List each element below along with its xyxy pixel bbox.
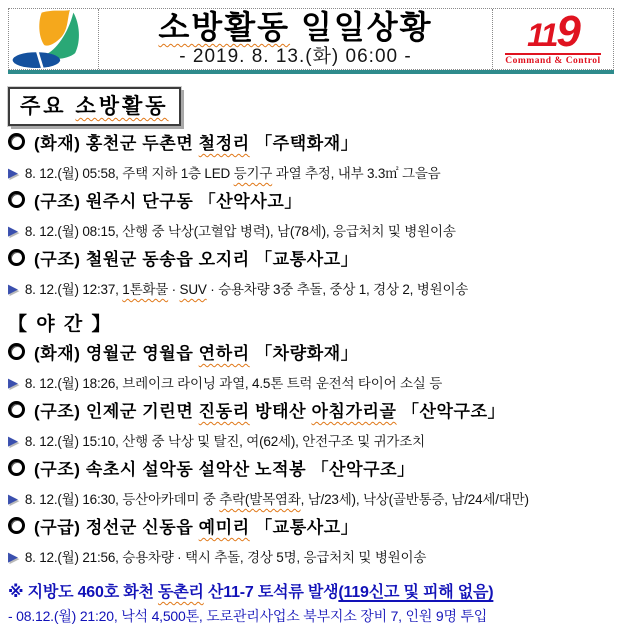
text-segment: 8. 12.(월) 16:30, 등산아카데미 중 — [24, 492, 220, 507]
text-segment: 연하리 — [198, 344, 250, 363]
text-segment: (구조) 원주시 단구동 「산악사고」 — [34, 192, 302, 211]
text-segment: 8. 12.(월) 12:37, — [24, 282, 123, 297]
text-segment: 과열 추정, 내부 3.3㎡ 그을음 — [272, 166, 441, 181]
incident-detail-line — [8, 163, 622, 184]
text-segment: ※ 지방도 460호 화천 — [8, 584, 158, 601]
triangle-bullet-icon: ▶ — [8, 433, 18, 448]
circle-bullet-icon — [8, 249, 25, 266]
text-segment: 8. 12.(월) 21:56, 승용차량 · 택시 추돌, 경상 5명, 응급처치 및 병원이송 — [24, 550, 427, 565]
text-segment: 아침가리골 — [311, 402, 397, 421]
incident-line — [8, 459, 622, 481]
report-datetime: - 2019. 8. 13.(화) 06:00 - — [179, 45, 412, 67]
119-number-icon — [527, 7, 579, 57]
triangle-bullet-icon: ▶ — [8, 549, 18, 564]
text-segment: 1톤화물 — [122, 282, 169, 297]
text-segment: 「산악구조」 — [396, 402, 506, 421]
title-block — [99, 9, 493, 69]
triangle-bullet-icon: ▶ — [8, 165, 18, 180]
report-header — [8, 8, 614, 70]
text-segment: 「차량화재」 — [249, 344, 359, 363]
text-segment: 8. 12.(월) 05:58, 주택 지하 1층 LED — [24, 166, 234, 181]
119-digit-9: 9 — [556, 7, 579, 57]
circle-bullet-icon — [8, 459, 25, 476]
incident-line — [8, 133, 622, 155]
title-word-2: 일일상황 — [290, 9, 433, 46]
logo-119 — [493, 9, 613, 69]
119-caption: Command & Control — [505, 53, 600, 66]
text-segment: - 08.12.(월) 21:20, 낙석 4,500톤, 도로관리사업소 북부지소 장비 7, 인원 9명 투입 — [8, 608, 488, 624]
section-label-word-2: 소방활동 — [75, 95, 169, 118]
incident-detail-line — [8, 373, 622, 394]
circle-bullet-icon — [8, 133, 25, 150]
text-segment: 8. 12.(월) 18:26, 브레이크 라이닝 과열, 4.5톤 트럭 운전석 타이어 소실 등 — [24, 376, 443, 391]
text-segment: (구급) 정선군 신동읍 — [34, 518, 199, 537]
circle-bullet-icon — [8, 191, 25, 208]
page-title — [158, 11, 432, 45]
triangle-bullet-icon: ▶ — [8, 223, 18, 238]
incident-detail-line — [8, 279, 622, 300]
text-segment: 방태산 — [249, 402, 312, 421]
incident-detail-line — [8, 221, 622, 242]
incident-line — [8, 401, 622, 423]
circle-bullet-icon — [8, 343, 25, 360]
text-segment: 「교통사고」 — [249, 518, 359, 537]
text-segment: (119신고 및 피해 없음) — [338, 584, 494, 601]
text-segment: (구조) 인제군 기린면 — [34, 402, 199, 421]
text-segment: 등기구 — [233, 166, 273, 181]
header-divider-rule — [8, 70, 614, 74]
section-divider-line — [8, 314, 622, 336]
incident-line — [8, 249, 622, 271]
footnote-line — [8, 583, 622, 603]
incident-detail-line — [8, 489, 622, 510]
text-segment: (구조) 속초시 설악동 설악산 노적봉 「산악구조」 — [34, 460, 415, 479]
text-segment: 추락(발목염좌 — [219, 492, 301, 507]
title-word-1: 소방활동 — [158, 9, 291, 46]
text-segment: (화재) 홍천군 두촌면 — [34, 134, 199, 153]
text-segment: (화재) 영월군 영월읍 — [34, 344, 199, 363]
section-label-box — [8, 87, 181, 126]
text-segment: 철정리 — [198, 134, 250, 153]
incident-detail-line — [8, 547, 622, 568]
text-segment: SUV — [179, 282, 207, 297]
text-segment: (구조) 철원군 동송읍 오지리 「교통사고」 — [34, 250, 359, 269]
agency-logo — [9, 9, 99, 69]
triangle-bullet-icon: ▶ — [8, 375, 18, 390]
text-segment: 【 야 간 】 — [8, 314, 113, 335]
incident-line — [8, 517, 622, 539]
incident-line — [8, 191, 622, 213]
incident-line — [8, 343, 622, 365]
text-segment: 동촌리 — [157, 584, 204, 601]
triangle-bullet-icon: ▶ — [8, 281, 18, 296]
text-segment: 진동리 — [198, 402, 250, 421]
text-segment: 예미리 — [198, 518, 250, 537]
text-segment: · 승용차량 3중 추돌, 중상 1, 경상 2, 병원이송 — [206, 282, 469, 297]
text-segment: · — [168, 282, 180, 297]
circle-bullet-icon — [8, 517, 25, 534]
gangwon-fire-emblem-icon — [10, 9, 98, 69]
incident-detail-line — [8, 431, 622, 452]
text-segment: 산11-7 토석류 발생 — [203, 584, 339, 601]
text-segment: , 남/23세), 낙상(골반통증, 남/24세/대만) — [300, 492, 529, 507]
text-segment: 8. 12.(월) 15:10, 산행 중 낙상 및 탈진, 여(62세), 안전구조 및 귀가조치 — [24, 434, 425, 449]
circle-bullet-icon — [8, 401, 25, 418]
triangle-bullet-icon: ▶ — [8, 491, 18, 506]
footnote-line — [8, 607, 622, 626]
report-lines — [8, 133, 622, 626]
119-digits-11: 11 — [527, 17, 557, 54]
text-segment: 8. 12.(월) 08:15, 산행 중 낙상(고혈압 병력), 남(78세), 응급처치 및 병원이송 — [24, 224, 456, 239]
text-segment: 「주택화재」 — [249, 134, 359, 153]
section-label-word-1: 주요 — [20, 95, 76, 118]
